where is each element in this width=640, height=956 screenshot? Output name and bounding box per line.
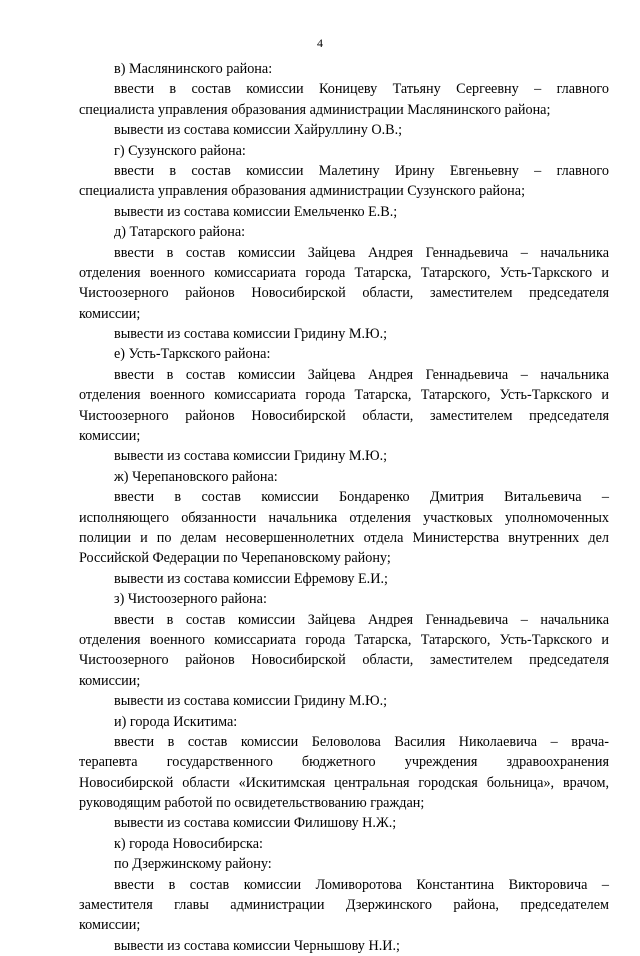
text-line: комиссии; — [79, 428, 141, 445]
text-line: е) Усть-Таркского района: — [114, 346, 271, 363]
text-line: к) города Новосибирска: — [114, 835, 263, 852]
text-line: вывести из состава комиссии Филишову Н.Ж.; — [114, 815, 397, 832]
text-line: Российской Федерации по Черепановскому району; — [79, 550, 391, 567]
text-line: вывести из состава комиссии Чернышову Н.И.; — [114, 937, 400, 954]
text-line: з) Чистоозерного района: — [114, 591, 267, 608]
page-number: 4 — [317, 36, 323, 50]
text-line: ввести в состав комиссии Бондаренко Дмитрия Витальевича – — [114, 489, 609, 506]
text-line: ввести в состав комиссии Зайцева Андрея Геннадьевича – начальника — [114, 244, 609, 261]
text-line: в) Маслянинского района: — [114, 61, 273, 77]
text-line: д) Татарского района: — [114, 224, 246, 241]
text-line: полиции и по делам несовершеннолетних отдела Министерства внутренних дел — [79, 529, 609, 546]
text-line: терапевта государственного бюджетного учреждения здравоохранения — [79, 754, 609, 771]
text-line: заместителя главы администрации Дзержинского района, председателем — [79, 897, 609, 914]
text-line: Чистоозерного районов Новосибирской области, заместителем председателя — [79, 407, 609, 424]
text-line: ввести в состав комиссии Ломиворотова Константина Викторовича – — [114, 876, 609, 893]
text-line: Чистоозерного районов Новосибирской области, заместителем председателя — [79, 285, 609, 302]
text-line: исполняющего обязанности начальника отделения участковых уполномоченных — [79, 509, 609, 526]
text-line: отделения военного комиссариата города Татарска, Татарского, Усть-Таркского и — [79, 387, 609, 404]
text-line: отделения военного комиссариата города Татарска, Татарского, Усть-Таркского и — [79, 264, 609, 281]
text-line: специалиста управления образования администрации Сузунского района; — [79, 183, 526, 200]
text-line: вывести из состава комиссии Ефремову Е.И.; — [114, 570, 388, 587]
text-line: комиссии; — [79, 672, 141, 689]
text-line: вывести из состава комиссии Гридину М.Ю.; — [114, 448, 388, 465]
text-line: специалиста управления образования администрации Маслянинского района; — [79, 101, 551, 118]
text-line: комиссии; — [79, 917, 141, 934]
text-line: вывести из состава комиссии Емельченко Е.В.; — [114, 203, 398, 220]
text-line: ввести в состав комиссии Малетину Ирину Евгеньевну – главного — [114, 162, 609, 179]
text-line: комиссии; — [79, 305, 141, 322]
text-line: Новосибирской области «Искитимская центральная городская больница», врачом, — [79, 774, 609, 791]
text-line: по Дзержинскому району: — [114, 856, 272, 873]
text-line: ж) Черепановского района: — [114, 468, 278, 485]
text-line: ввести в состав комиссии Зайцева Андрея Геннадьевича – начальника — [114, 366, 609, 383]
text-line: ввести в состав комиссии Зайцева Андрея Геннадьевича – начальника — [114, 611, 609, 628]
text-line: вывести из состава комиссии Гридину М.Ю.; — [114, 326, 388, 343]
text-line: и) города Искитима: — [114, 713, 238, 730]
document-body — [79, 59, 609, 956]
text-line: Чистоозерного районов Новосибирской области, заместителем председателя — [79, 652, 609, 669]
text-line: г) Сузунского района: — [114, 142, 246, 159]
text-line: отделения военного комиссариата города Татарска, Татарского, Усть-Таркского и — [79, 631, 609, 648]
text-line: руководящим работой по освидетельствованию граждан; — [79, 795, 425, 812]
text-line: ввести в состав комиссии Беловолова Василия Николаевича – врача- — [114, 733, 609, 750]
text-line: ввести в состав комиссии Коницеву Татьяну Сергеевну – главного — [114, 81, 609, 98]
text-line: вывести из состава комиссии Гридину М.Ю.; — [114, 693, 388, 710]
text-line: вывести из состава комиссии Хайруллину О.В.; — [114, 122, 403, 139]
